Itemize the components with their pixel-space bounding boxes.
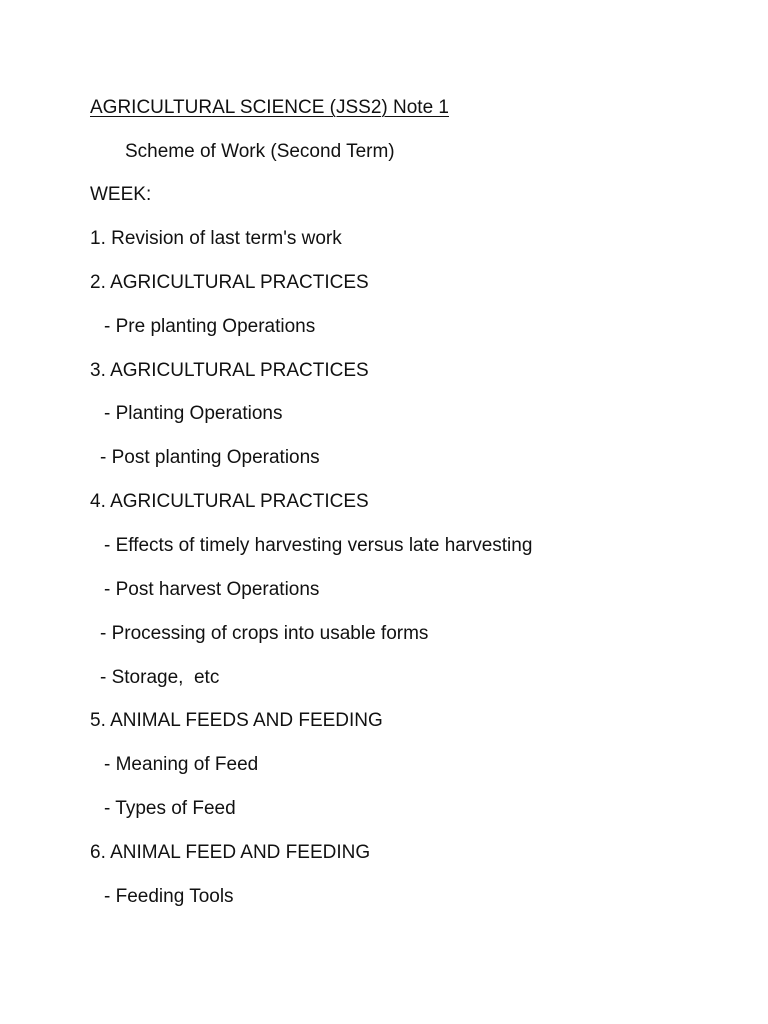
topic-item: - Post planting Operations bbox=[100, 447, 320, 468]
week-item-2: 2. AGRICULTURAL PRACTICES bbox=[90, 272, 369, 293]
topic-item: - Meaning of Feed bbox=[104, 754, 259, 775]
week-item-5: 5. ANIMAL FEEDS AND FEEDING bbox=[90, 710, 383, 731]
topic-item: - Storage, etc bbox=[100, 667, 220, 688]
week-item-3: 3. AGRICULTURAL PRACTICES bbox=[90, 360, 369, 381]
topic-item: - Effects of timely harvesting versus late harvesting bbox=[104, 535, 533, 556]
document-title: AGRICULTURAL SCIENCE (JSS2) Note 1 bbox=[90, 97, 449, 118]
topic-item: - Processing of crops into usable forms bbox=[100, 623, 429, 644]
document-subtitle: Scheme of Work (Second Term) bbox=[125, 141, 395, 162]
week-item-6: 6. ANIMAL FEED AND FEEDING bbox=[90, 842, 371, 863]
topic-item: - Pre planting Operations bbox=[104, 316, 316, 337]
topic-item: - Feeding Tools bbox=[104, 886, 234, 907]
topic-item: - Types of Feed bbox=[104, 798, 236, 819]
topic-item: - Post harvest Operations bbox=[104, 579, 320, 600]
topic-item: - Planting Operations bbox=[104, 403, 283, 424]
week-item-4: 4. AGRICULTURAL PRACTICES bbox=[90, 491, 369, 512]
week-label: WEEK: bbox=[90, 184, 152, 205]
week-item-1: 1. Revision of last term's work bbox=[90, 228, 342, 249]
